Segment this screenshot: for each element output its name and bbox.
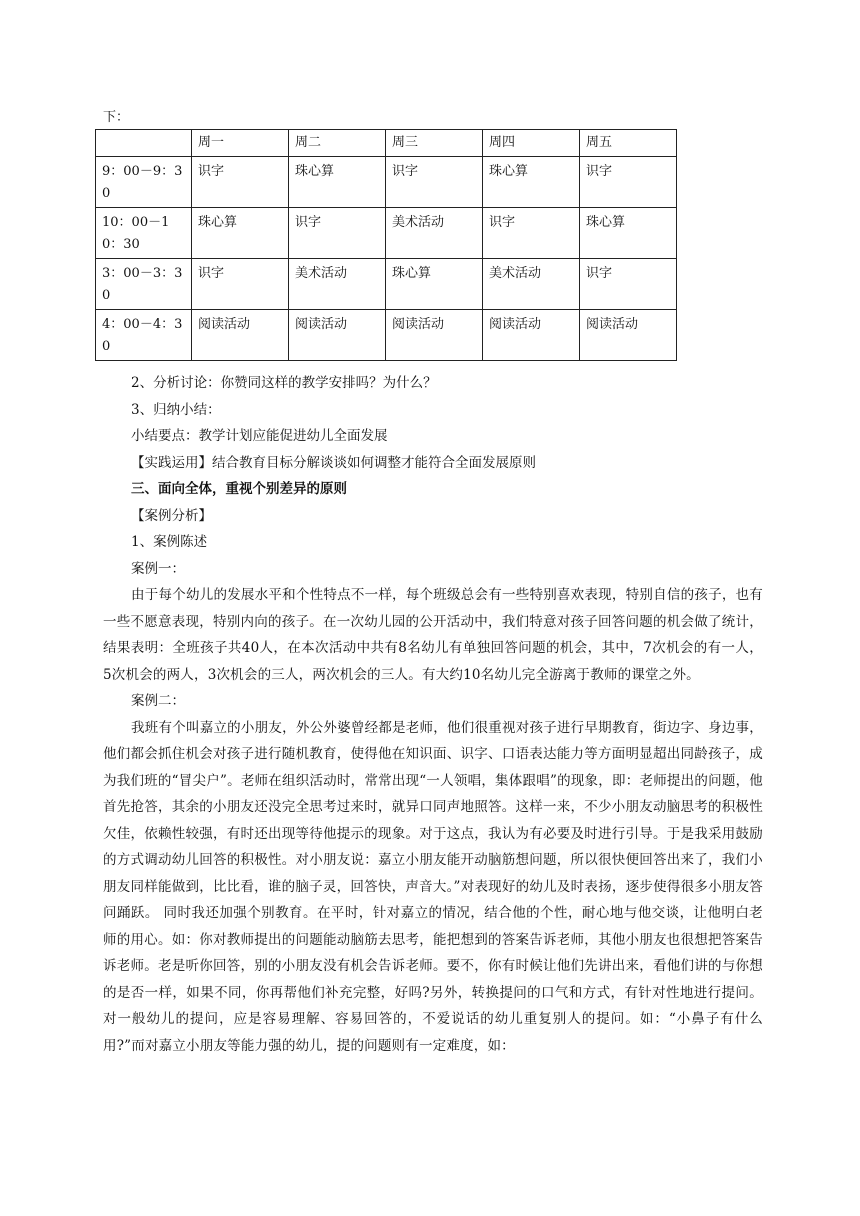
header-cell: 周四: [483, 130, 580, 157]
header-cell: [96, 130, 192, 157]
practice-line: 【实践运用】结合教育目标分解谈谈如何调整才能符合全面发展原则: [131, 454, 536, 471]
header-cell: 周二: [289, 130, 386, 157]
header-cell: 周三: [386, 130, 483, 157]
table-cell: 识字: [483, 208, 580, 259]
table-cell: 珠心算: [580, 208, 677, 259]
table-cell: 珠心算: [483, 157, 580, 208]
table-cell: 阅读活动: [580, 310, 677, 361]
case-one-label: 案例一：: [131, 560, 185, 577]
table-cell: 阅读活动: [386, 310, 483, 361]
section-heading: 三、面向全体，重视个别差异的原则: [131, 481, 347, 497]
table-cell: 识字: [192, 157, 289, 208]
time-cell: 10：00－10：30: [96, 208, 192, 259]
document-body: [103, 370, 763, 1059]
table-cell: 珠心算: [192, 208, 289, 259]
case-statement-heading: 1、案例陈述: [131, 534, 208, 550]
table-row: [96, 310, 677, 361]
table-row: [96, 157, 677, 208]
table-cell: 美术活动: [386, 208, 483, 259]
header-cell: 周一: [192, 130, 289, 157]
table-row: [96, 259, 677, 310]
time-cell: 4：00－4：30: [96, 310, 192, 361]
table-cell: 识字: [386, 157, 483, 208]
time-cell: 9：00－9：30: [96, 157, 192, 208]
table-cell: 识字: [580, 259, 677, 310]
case-analysis-heading: 【案例分析】: [131, 507, 212, 524]
table-cell: 识字: [192, 259, 289, 310]
summary-heading: 3、归纳小结：: [131, 401, 221, 418]
table-cell: 阅读活动: [289, 310, 386, 361]
table-cell: 美术活动: [483, 259, 580, 310]
discussion-line: 2、分析讨论：你赞同这样的教学安排吗？为什么？: [131, 375, 437, 391]
table-cell: 识字: [289, 208, 386, 259]
case-two-paragraph: 我班有个叫嘉立的小朋友，外公外婆曾经都是老师，他们很重视对孩子进行早期教育，街边字、身边事，他们都会抓住机会对孩子进行随机教育，使得他在知识面、识字、口语表达能力等方面明显超出同龄孩子，成为我们班的“冒尖户”。老师在组织活动时，常常出现“一人领唱，集体跟唱”的现象，即：老师提出的问题，他首先抢答，其余的小朋友还没完全思考过来时，就异口同声地照答。这样一来，不少小朋友动脑思考的积极性欠佳，依赖性较强，有时还出现等待他提示的现象。对于这点，我认为有必要及时进行引导。于是我采用鼓励的方式调动幼儿回答的积极性。对小朋友说：嘉立小朋友能开动脑筋想问题，所以很快便回答出来了，我们小朋友同样能做到，比比看，谁的脑子灵，回答快，声音大。”对表现好的幼儿及时表扬，逐步使得很多小朋友答问踊跃。 同时我还加强个别教育。在平时，针对嘉立的情况，结合他的个性，耐心地与他交谈，让他明白老师的用心。如：你对教师提出的问题能动脑筋去思考，能把想到的答案告诉老师，其他小朋友也很想把答案告诉老师。老是听你回答，别的小朋友没有机会告诉老师。要不，你有时候让他们先讲出来，看他们讲的与你想的是否一样，如果不同，你再帮他们补充完整，好吗?另外，转换提问的口气和方式，有针对性地进行提问。对一般幼儿的提问，应是容易理解、容易回答的，不爱说话的幼儿重复别人的提问。如：“小鼻子有什么用?”而对嘉立小朋友等能力强的幼儿，提的问题则有一定难度，如：: [103, 719, 763, 1054]
time-cell: 3：00－3：30: [96, 259, 192, 310]
table-cell: 美术活动: [289, 259, 386, 310]
table-cell: 阅读活动: [483, 310, 580, 361]
lead-text: 下：: [103, 110, 130, 125]
table-cell: 阅读活动: [192, 310, 289, 361]
table-cell: 珠心算: [386, 259, 483, 310]
header-cell: 周五: [580, 130, 677, 157]
summary-point: 小结要点：教学计划应能促进幼儿全面发展: [131, 428, 388, 444]
table-cell: 珠心算: [289, 157, 386, 208]
case-two-label: 案例二：: [131, 693, 185, 709]
table-row: [96, 208, 677, 259]
table-cell: 识字: [580, 157, 677, 208]
case-one-paragraph: 由于每个幼儿的发展水平和个性特点不一样，每个班级总会有一些特别喜欢表现，特别自信的孩子，也有一些不愿意表现，特别内向的孩子。在一次幼儿园的公开活动中，我们特意对孩子回答问题的机会做了统计，结果表明：全班孩子共40人，在本次活动中共有8名幼儿有单独回答问题的机会，其中，7次机会的有一人，5次机会的两人，3次机会的三人，两次机会的三人。有大约10名幼儿完全游离于教师的课堂之外。: [103, 587, 763, 683]
schedule-table: [95, 129, 677, 361]
schedule-header-row: [96, 130, 677, 157]
